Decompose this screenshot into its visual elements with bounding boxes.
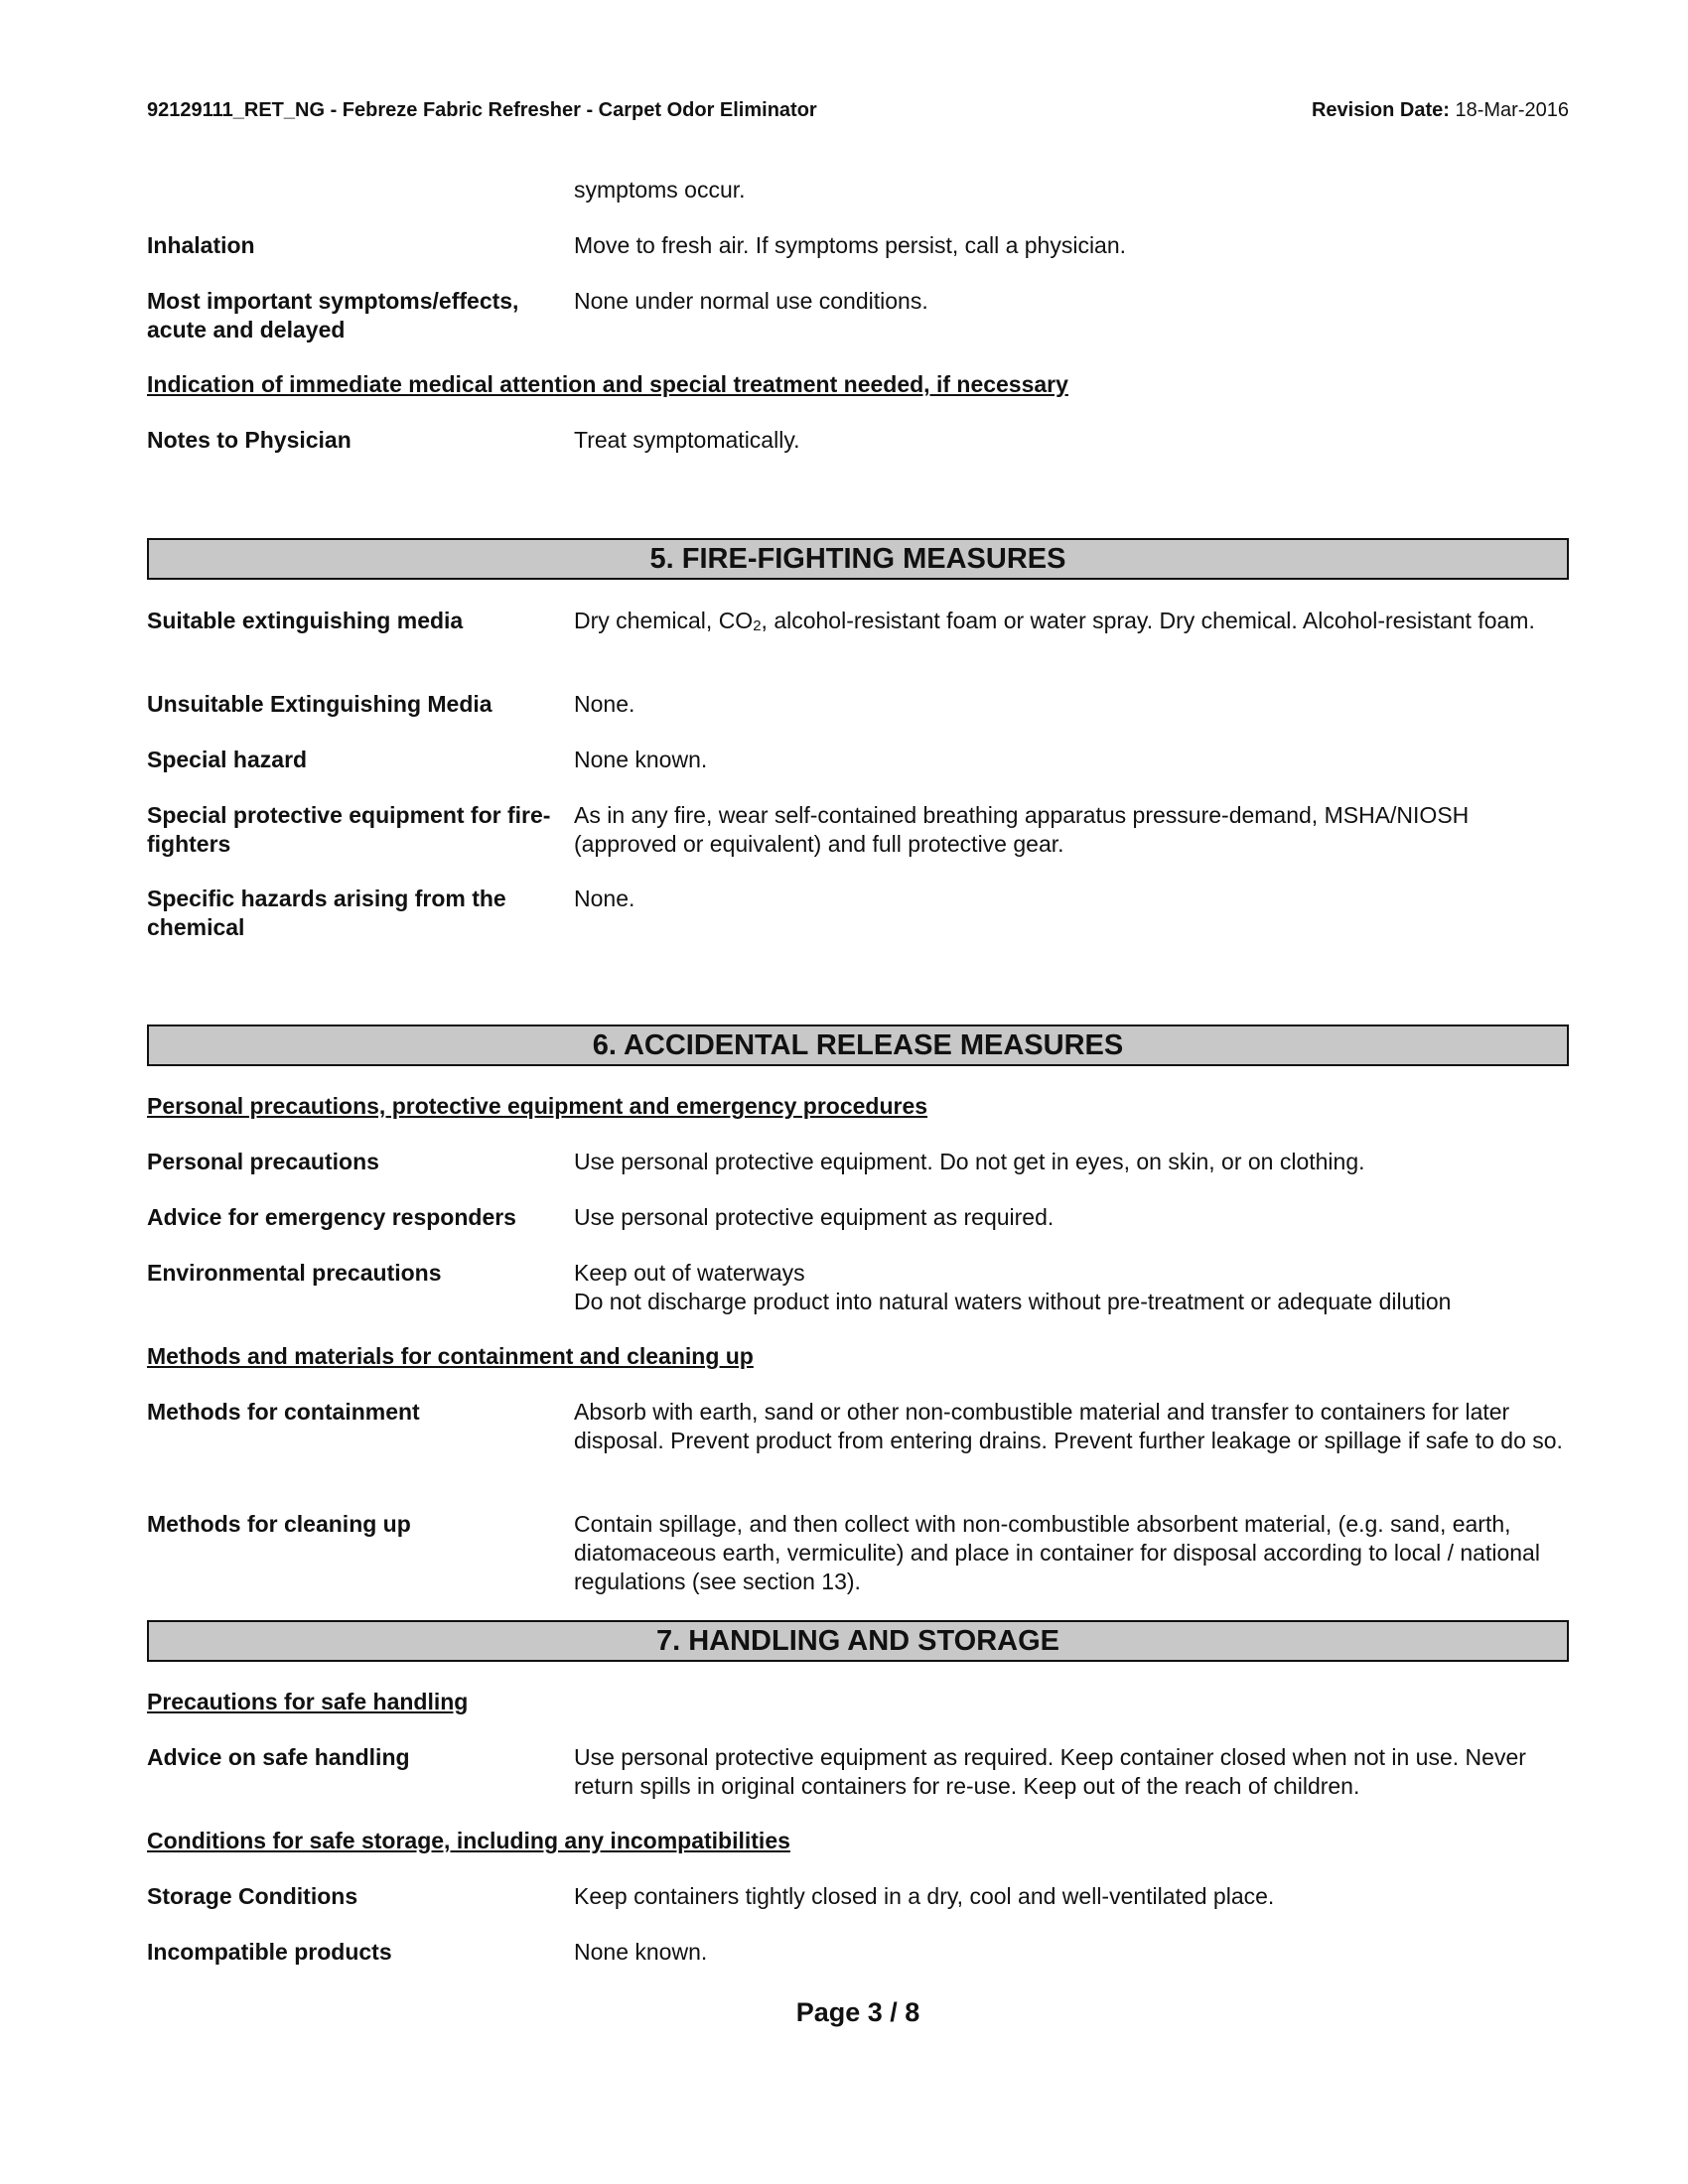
protective-value: As in any fire, wear self-contained breathing apparatus pressure-demand, MSHA/NIOSH (approved or equivalent) and full protective gear.: [574, 802, 1470, 857]
cleaning-value: Contain spillage, and then collect with non-combustible absorbent material, (e.g. sand, earth, diatomaceous earth, vermiculite) and place in container for disposal according to local / national regulations (see section 13).: [574, 1511, 1540, 1594]
document-title: 92129111_RET_NG - Febreze Fabric Refresher - Carpet Odor Eliminator: [147, 99, 817, 121]
suitable-value-pre: Dry chemical, CO: [574, 608, 754, 633]
storage-value: Keep containers tightly closed in a dry, cool and well-ventilated place.: [574, 1883, 1275, 1909]
methods-heading: Methods and materials for containment and cleaning up: [147, 1343, 754, 1369]
advice-responders-value: Use personal protective equipment as required.: [574, 1204, 1055, 1230]
advice-handling-value: Use personal protective equipment as required. Keep container closed when not in use. Never return spills in original containers for re-use. Keep out of the reach of children.: [574, 1744, 1526, 1799]
personal-label: Personal precautions: [147, 1149, 379, 1174]
handling-heading: Precautions for safe handling: [147, 1689, 469, 1714]
protective-label: Special protective equipment for fire-fighters: [147, 802, 551, 857]
environmental-line-1: Keep out of waterways: [574, 1260, 805, 1286]
specific-label: Specific hazards arising from the chemical: [147, 886, 506, 940]
suitable-value-sub: 2: [753, 617, 762, 634]
revision-date-value: 18-Mar-2016: [1455, 99, 1569, 121]
notes-label: Notes to Physician: [147, 427, 352, 453]
storage-label: Storage Conditions: [147, 1883, 358, 1909]
advice-handling-label: Advice on safe handling: [147, 1744, 410, 1770]
suitable-value: [574, 607, 1567, 638]
symptoms-value: None under normal use conditions.: [574, 288, 928, 314]
inhalation-value: Move to fresh air. If symptoms persist, call a physician.: [574, 232, 1127, 258]
inhalation-label: Inhalation: [147, 232, 255, 258]
storage-heading: Conditions for safe storage, including any incompatibilities: [147, 1828, 790, 1853]
environmental-line-2: Do not discharge product into natural waters without pre-treatment or adequate dilution: [574, 1289, 1452, 1314]
special-hazard-value: None known.: [574, 747, 708, 772]
containment-label: Methods for containment: [147, 1399, 420, 1425]
section-5-header: 5. FIRE-FIGHTING MEASURES: [147, 538, 1569, 580]
indication-heading: Indication of immediate medical attention and special treatment needed, if necessary: [147, 371, 1068, 397]
incompatible-label: Incompatible products: [147, 1939, 392, 1965]
environmental-label: Environmental precautions: [147, 1260, 442, 1286]
notes-value: Treat symptomatically.: [574, 427, 800, 453]
section-7-header: 7. HANDLING AND STORAGE: [147, 1620, 1569, 1662]
continued-text: symptoms occur.: [574, 177, 746, 203]
section-6-header: 6. ACCIDENTAL RELEASE MEASURES: [147, 1024, 1569, 1066]
unsuitable-label: Unsuitable Extinguishing Media: [147, 691, 492, 717]
suitable-value-post: , alcohol-resistant foam or water spray. Dry chemical. Alcohol-resistant foam.: [761, 608, 1535, 633]
personal-heading: Personal precautions, protective equipment and emergency procedures: [147, 1093, 928, 1119]
cleaning-label: Methods for cleaning up: [147, 1511, 411, 1537]
revision-label: Revision Date:: [1311, 99, 1450, 121]
containment-value: Absorb with earth, sand or other non-combustible material and transfer to containers for later disposal. Prevent product from entering drains. Prevent further leakage or spillage if safe to do so.: [574, 1399, 1563, 1453]
incompatible-value: None known.: [574, 1939, 708, 1965]
specific-value: None.: [574, 886, 635, 911]
special-hazard-label: Special hazard: [147, 747, 308, 772]
symptoms-label: Most important symptoms/effects, acute and delayed: [147, 288, 519, 342]
advice-responders-label: Advice for emergency responders: [147, 1204, 516, 1230]
unsuitable-value: None.: [574, 691, 635, 717]
environmental-value: [574, 1259, 1567, 1316]
page-number: Page 3 / 8: [795, 1997, 920, 2027]
personal-value: Use personal protective equipment. Do not get in eyes, on skin, or on clothing.: [574, 1149, 1365, 1174]
revision-date: [1312, 97, 1569, 124]
suitable-label: Suitable extinguishing media: [147, 608, 464, 633]
